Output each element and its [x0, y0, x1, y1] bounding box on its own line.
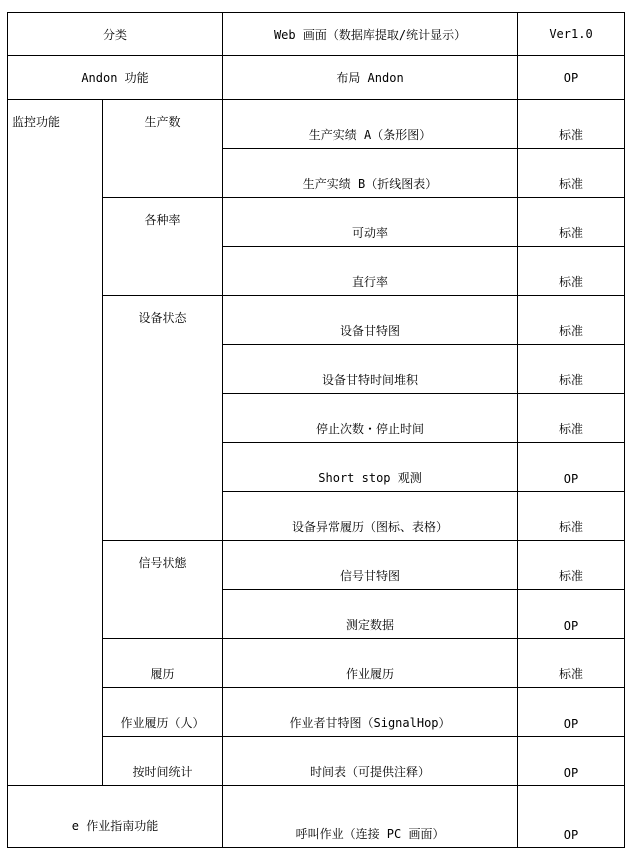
andon-category: Andon 功能	[8, 56, 223, 100]
subcategory-rates: 各种率	[103, 198, 223, 296]
level-cell: 标准	[518, 541, 625, 590]
level-cell: 标准	[518, 345, 625, 394]
level-cell: 标准	[518, 296, 625, 345]
feature-cell: 设备甘特图	[223, 296, 518, 345]
level-cell: 标准	[518, 100, 625, 149]
subcategory-production-count: 生产数	[103, 100, 223, 198]
eguide-row	[8, 786, 625, 848]
level-cell: OP	[518, 688, 625, 737]
feature-cell: 可动率	[223, 198, 518, 247]
feature-cell: 生产实绩 B（折线图表）	[223, 149, 518, 198]
header-row	[8, 13, 625, 56]
feature-cell: 直行率	[223, 247, 518, 296]
feature-cell: 生产实绩 A（条形图）	[223, 100, 518, 149]
eguide-category: e 作业指南功能	[8, 786, 223, 848]
subcategory-operator-history: 作业履历（人）	[103, 688, 223, 737]
level-cell: OP	[518, 443, 625, 492]
level-cell: OP	[518, 590, 625, 639]
feature-cell: 作业履历	[223, 639, 518, 688]
andon-feature: 布局 Andon	[223, 56, 518, 100]
table-row	[8, 100, 625, 149]
subcategory-history: 履历	[103, 639, 223, 688]
feature-cell: 设备甘特时间堆积	[223, 345, 518, 394]
monitoring-category: 监控功能	[8, 100, 103, 786]
feature-cell: 信号甘特图	[223, 541, 518, 590]
level-cell: 标准	[518, 394, 625, 443]
andon-row	[8, 56, 625, 100]
feature-cell: 停止次数・停止时间	[223, 394, 518, 443]
level-cell: 标准	[518, 198, 625, 247]
feature-cell: 测定数据	[223, 590, 518, 639]
eguide-level: OP	[518, 786, 625, 848]
subcategory-signal-status: 信号状態	[103, 541, 223, 639]
eguide-feature: 呼叫作业（连接 PC 画面）	[223, 786, 518, 848]
subcategory-equipment-status: 设备状态	[103, 296, 223, 541]
header-category: 分类	[8, 13, 223, 56]
header-web-screen: Web 画面（数据库提取/统计显示）	[223, 13, 518, 56]
level-cell: OP	[518, 737, 625, 786]
level-cell: 标准	[518, 247, 625, 296]
header-version: Ver1.0	[518, 13, 625, 56]
feature-spec-table	[7, 12, 625, 848]
level-cell: 标准	[518, 149, 625, 198]
feature-cell: 设备异常履历（图标、表格）	[223, 492, 518, 541]
feature-cell: 时间表（可提供注释）	[223, 737, 518, 786]
feature-cell: 作业者甘特图（SignalHop）	[223, 688, 518, 737]
level-cell: 标准	[518, 639, 625, 688]
andon-level: OP	[518, 56, 625, 100]
subcategory-time-stats: 按时间统计	[103, 737, 223, 786]
level-cell: 标准	[518, 492, 625, 541]
feature-cell: Short stop 观测	[223, 443, 518, 492]
